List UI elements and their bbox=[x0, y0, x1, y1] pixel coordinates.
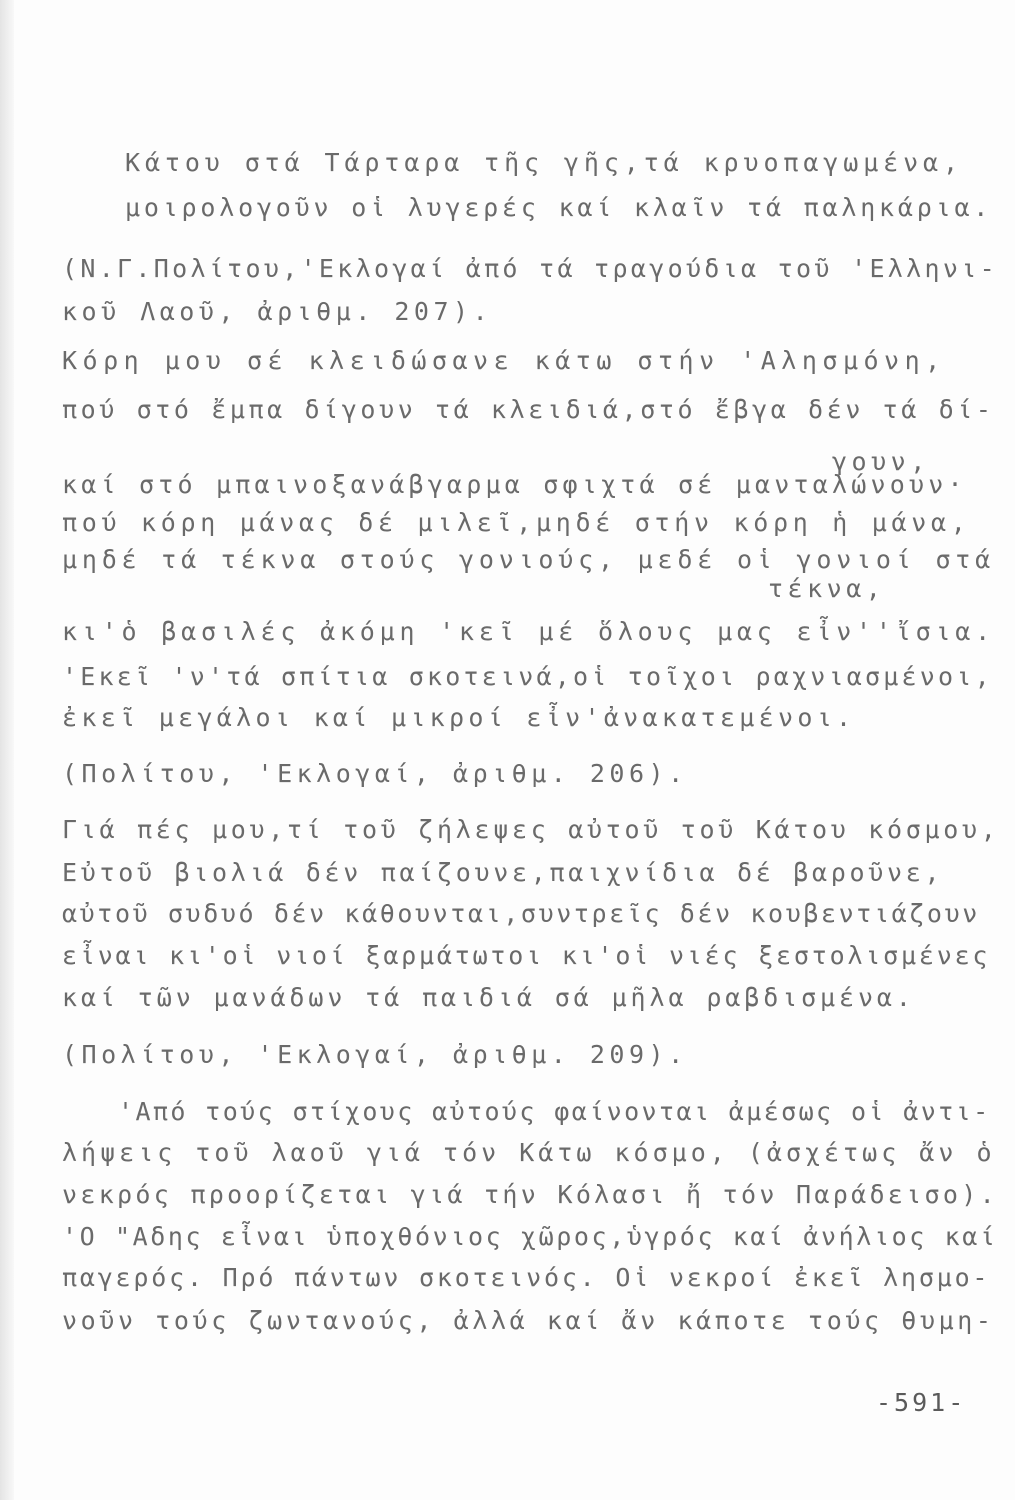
body-text-line: νεκρός προορίζεται γιά τήν Κόλασι ἤ τόν Παράδεισο). bbox=[62, 1180, 998, 1209]
verse-line: πού κόρη μάνας δέ μιλεῖ,μηδέ στήν κόρη ἡ μάνα, bbox=[62, 508, 971, 537]
body-text-line: παγερός. Πρό πάντων σκοτεινός. Οἱ νεκροί ἐκεῖ λησμο- bbox=[62, 1263, 991, 1292]
verse-line: εἶναι κι'οἱ νιοί ξαρμάτωτοι κι'οἱ νιές ξεστολισμένες bbox=[62, 941, 991, 970]
verse-line: καί στό μπαινοξανάβγαρμα σφιχτά σέ μανταλώνουν· bbox=[62, 470, 967, 499]
verse-line: κι'ὁ βασιλές ἀκόμη 'κεῖ μέ ὅλους μας εἶν''ἴσια. bbox=[62, 617, 996, 646]
verse-line: Εὐτοῦ βιολιά δέν παίζουνε,παιχνίδια δέ βαροῦνε, bbox=[62, 858, 944, 887]
body-text-line: 'Από τούς στίχους αὐτούς φαίνονται ἀμέσως οἱ ἀντι- bbox=[118, 1097, 991, 1126]
verse-line: καί τῶν μανάδων τά παιδιά σά μῆλα ραβδισμένα. bbox=[62, 983, 915, 1012]
verse-line: Γιά πές μου,τί τοῦ ζήλεψες αὐτοῦ τοῦ Κάτου κόσμου, bbox=[62, 815, 1000, 844]
verse-line: Κάτου στά Τάρταρα τῆς γῆς,τά κρυοπαγωμένα, bbox=[125, 148, 963, 177]
citation-line: (Πολίτου, 'Εκλογαί, ἀριθμ. 209). bbox=[62, 1040, 688, 1069]
verse-line-continuation: γουν, bbox=[832, 447, 930, 476]
verse-line: ἐκεῖ μεγάλοι καί μικροί εἶν'ἀνακατεμένοι. bbox=[62, 703, 856, 732]
verse-line: Κόρη μου σέ κλειδώσανε κάτω στήν 'Αλησμόνη, bbox=[62, 346, 946, 375]
verse-line: μηδέ τά τέκνα στούς γονιούς, μεδέ οἱ γονιοί στά bbox=[62, 545, 996, 574]
citation-line: (Πολίτου, 'Εκλογαί, ἀριθμ. 206). bbox=[62, 759, 688, 788]
verse-line: αὐτοῦ συδυό δέν κάθουνται,συντρεῖς δέν κουβεντιάζουν bbox=[62, 899, 980, 928]
body-text-line: νοῦν τούς ζωντανούς, ἀλλά καί ἄν κάποτε τούς θυμη- bbox=[62, 1306, 995, 1335]
body-text-line: λήψεις τοῦ λαοῦ γιά τόν Κάτω κόσμο, (ἀσχέτως ἄν ὁ bbox=[62, 1138, 996, 1167]
citation-line: (Ν.Γ.Πολίτου,'Εκλογαί ἀπό τά τραγούδια τοῦ 'Ελληνι- bbox=[62, 254, 998, 283]
page-fold-shadow bbox=[0, 0, 14, 1500]
verse-line-continuation: τέκνα, bbox=[768, 574, 886, 603]
body-text-line: 'Ο "Αδης εἶναι ὑποχθόνιος χῶρος,ὑγρός καί ἀνήλιος καί bbox=[62, 1222, 998, 1251]
verse-line: μοιρολογοῦν οἱ λυγερές καί κλαῖν τά παληκάρια. bbox=[125, 193, 993, 222]
page-number: -591- bbox=[876, 1388, 967, 1417]
verse-line: 'Εκεῖ 'ν'τά σπίτια σκοτεινά,οἱ τοῖχοι ραχνιασμένοι, bbox=[62, 662, 993, 691]
citation-line: κοῦ Λαοῦ, ἀριθμ. 207). bbox=[62, 297, 493, 326]
verse-line: πού στό ἔμπα δίγουν τά κλειδιά,στό ἔβγα δέν τά δί- bbox=[62, 395, 995, 424]
